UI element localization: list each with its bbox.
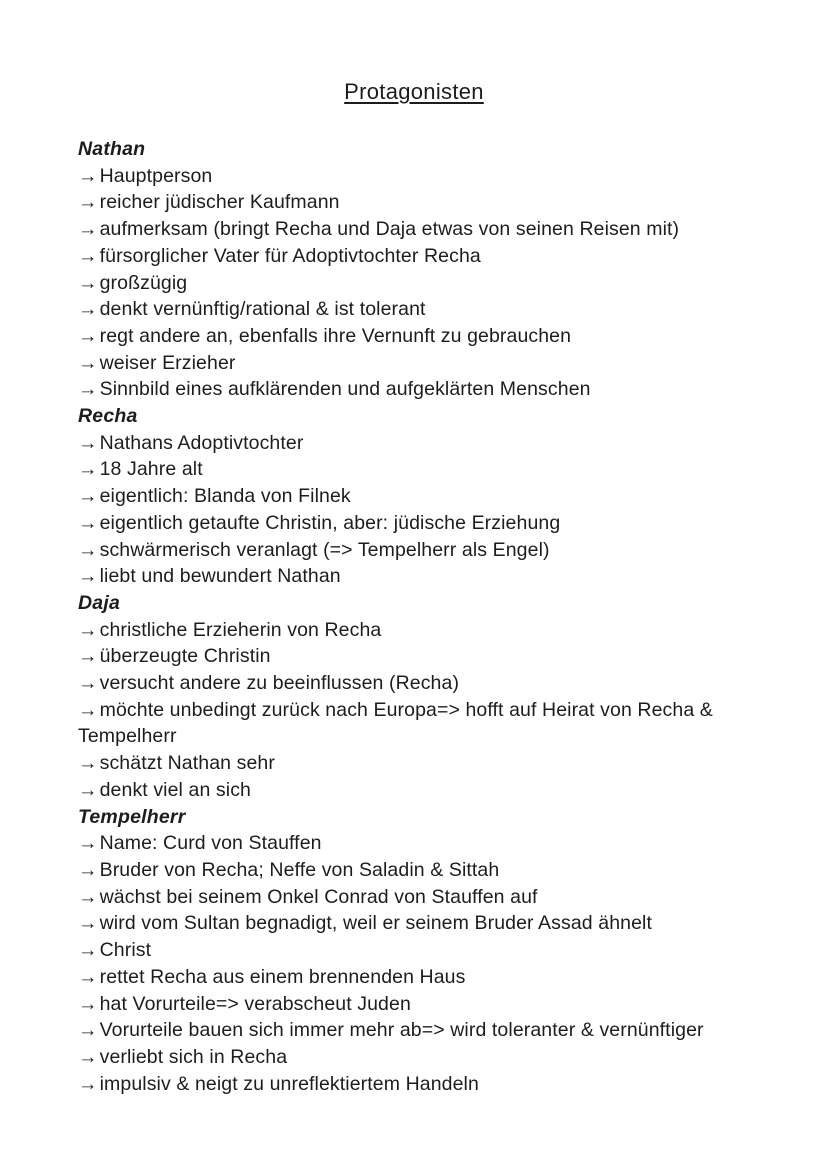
- section-lines: [78, 617, 778, 804]
- arrow-bullet-icon: →: [78, 1072, 98, 1095]
- bullet-line: [78, 350, 778, 377]
- bullet-line: [78, 777, 778, 804]
- bullet-text: aufmerksam (bringt Recha und Daja etwas von seinen Reisen mit): [99, 218, 680, 241]
- arrow-bullet-icon: →: [78, 324, 98, 347]
- section-heading: Recha: [78, 405, 138, 428]
- bullet-line: [78, 243, 778, 270]
- page-title: Protagonisten: [344, 79, 484, 104]
- arrow-bullet-icon: →: [78, 538, 98, 561]
- arrow-bullet-icon: →: [78, 191, 98, 214]
- bullet-text: regt andere an, ebenfalls ihre Vernunft zu gebrauchen: [99, 324, 572, 347]
- bullet-text: verliebt sich in Recha: [99, 1045, 288, 1068]
- bullet-line: [78, 830, 778, 857]
- bullet-line: [78, 991, 778, 1018]
- bullet-text: versucht andere zu beeinflussen (Recha): [99, 672, 460, 695]
- bullet-text: eigentlich getaufte Christin, aber: jüdische Erziehung: [99, 511, 561, 534]
- bullet-line: [78, 964, 778, 991]
- bullet-line: [78, 697, 778, 750]
- bullet-text: denkt viel an sich: [99, 778, 251, 801]
- arrow-bullet-icon: →: [78, 752, 98, 775]
- bullet-text: Bruder von Recha; Neffe von Saladin & Sittah: [99, 858, 500, 881]
- bullet-text: eigentlich: Blanda von Filnek: [99, 485, 351, 508]
- bullet-line: [78, 617, 778, 644]
- bullet-text: möchte unbedingt zurück nach Europa=> hofft auf Heirat von Recha & Tempelherr: [78, 698, 713, 748]
- section-heading: Daja: [78, 591, 120, 614]
- bullet-text: Sinnbild eines aufklärenden und aufgeklärten Menschen: [99, 378, 591, 401]
- bullet-text: wird vom Sultan begnadigt, weil er seinem Bruder Assad ähnelt: [99, 912, 653, 935]
- arrow-bullet-icon: →: [78, 218, 98, 241]
- bullet-text: Name: Curd von Stauffen: [99, 832, 322, 855]
- arrow-bullet-icon: →: [78, 565, 98, 588]
- bullet-line: [78, 216, 778, 243]
- bullet-text: Hauptperson: [99, 164, 213, 187]
- bullet-text: reicher jüdischer Kaufmann: [99, 191, 340, 214]
- bullet-line: [78, 670, 778, 697]
- arrow-bullet-icon: →: [78, 885, 98, 908]
- bullet-line: [78, 510, 778, 537]
- character-section: [78, 403, 778, 590]
- bullet-line: [78, 857, 778, 884]
- arrow-bullet-icon: →: [78, 832, 98, 855]
- arrow-bullet-icon: →: [78, 485, 98, 508]
- arrow-bullet-icon: →: [78, 351, 98, 374]
- arrow-bullet-icon: →: [78, 778, 98, 801]
- bullet-text: überzeugte Christin: [99, 645, 271, 668]
- sections-container: [78, 136, 778, 1097]
- bullet-line: [78, 189, 778, 216]
- arrow-bullet-icon: →: [78, 618, 98, 641]
- bullet-text: Christ: [99, 939, 152, 962]
- bullet-line: [78, 483, 778, 510]
- bullet-text: christliche Erzieherin von Recha: [99, 618, 382, 641]
- bullet-line: [78, 937, 778, 964]
- bullet-line: [78, 884, 778, 911]
- arrow-bullet-icon: →: [78, 164, 98, 187]
- bullet-text: hat Vorurteile=> verabscheut Juden: [99, 992, 411, 1015]
- bullet-line: [78, 456, 778, 483]
- section-lines: [78, 163, 778, 403]
- bullet-line: [78, 1071, 778, 1098]
- arrow-bullet-icon: →: [78, 672, 98, 695]
- arrow-bullet-icon: →: [78, 378, 98, 401]
- bullet-line: [78, 323, 778, 350]
- bullet-line: [78, 537, 778, 564]
- bullet-text: rettet Recha aus einem brennenden Haus: [99, 965, 466, 988]
- bullet-line: [78, 563, 778, 590]
- bullet-text: Nathans Adoptivtochter: [99, 431, 304, 454]
- character-section: [78, 590, 778, 804]
- section-heading: Tempelherr: [78, 805, 186, 828]
- character-section: [78, 804, 778, 1098]
- bullet-text: fürsorglicher Vater für Adoptivtochter Recha: [99, 244, 481, 267]
- bullet-line: [78, 910, 778, 937]
- bullet-line: [78, 376, 778, 403]
- bullet-line: [78, 296, 778, 323]
- arrow-bullet-icon: →: [78, 965, 98, 988]
- bullet-text: schätzt Nathan sehr: [99, 752, 275, 775]
- bullet-text: schwärmerisch veranlagt (=> Tempelherr als Engel): [99, 538, 550, 561]
- arrow-bullet-icon: →: [78, 992, 98, 1015]
- bullet-text: liebt und bewundert Nathan: [99, 565, 341, 588]
- bullet-line: [78, 163, 778, 190]
- bullet-line: [78, 750, 778, 777]
- bullet-text: impulsiv & neigt zu unreflektiertem Handeln: [99, 1072, 479, 1095]
- bullet-text: wächst bei seinem Onkel Conrad von Stauffen auf: [99, 885, 538, 908]
- arrow-bullet-icon: →: [78, 912, 98, 935]
- arrow-bullet-icon: →: [78, 244, 98, 267]
- arrow-bullet-icon: →: [78, 858, 98, 881]
- bullet-text: 18 Jahre alt: [99, 458, 203, 481]
- arrow-bullet-icon: →: [78, 698, 98, 721]
- section-heading: Nathan: [78, 138, 146, 160]
- bullet-line: [78, 270, 778, 297]
- arrow-bullet-icon: →: [78, 458, 98, 481]
- character-section: [78, 136, 778, 403]
- bullet-line: [78, 1044, 778, 1071]
- bullet-text: weiser Erzieher: [99, 351, 236, 374]
- arrow-bullet-icon: →: [78, 1045, 98, 1068]
- arrow-bullet-icon: →: [78, 1019, 98, 1042]
- arrow-bullet-icon: →: [78, 298, 98, 321]
- arrow-bullet-icon: →: [78, 271, 98, 294]
- bullet-line: [78, 1017, 778, 1044]
- section-lines: [78, 430, 778, 590]
- bullet-text: großzügig: [99, 271, 188, 294]
- section-lines: [78, 830, 778, 1097]
- bullet-line: [78, 430, 778, 457]
- bullet-text: denkt vernünftig/rational & ist tolerant: [99, 298, 426, 321]
- arrow-bullet-icon: →: [78, 431, 98, 454]
- arrow-bullet-icon: →: [78, 511, 98, 534]
- bullet-text: Vorurteile bauen sich immer mehr ab=> wird toleranter & vernünftiger: [99, 1019, 704, 1042]
- arrow-bullet-icon: →: [78, 645, 98, 668]
- arrow-bullet-icon: →: [78, 939, 98, 962]
- bullet-line: [78, 643, 778, 670]
